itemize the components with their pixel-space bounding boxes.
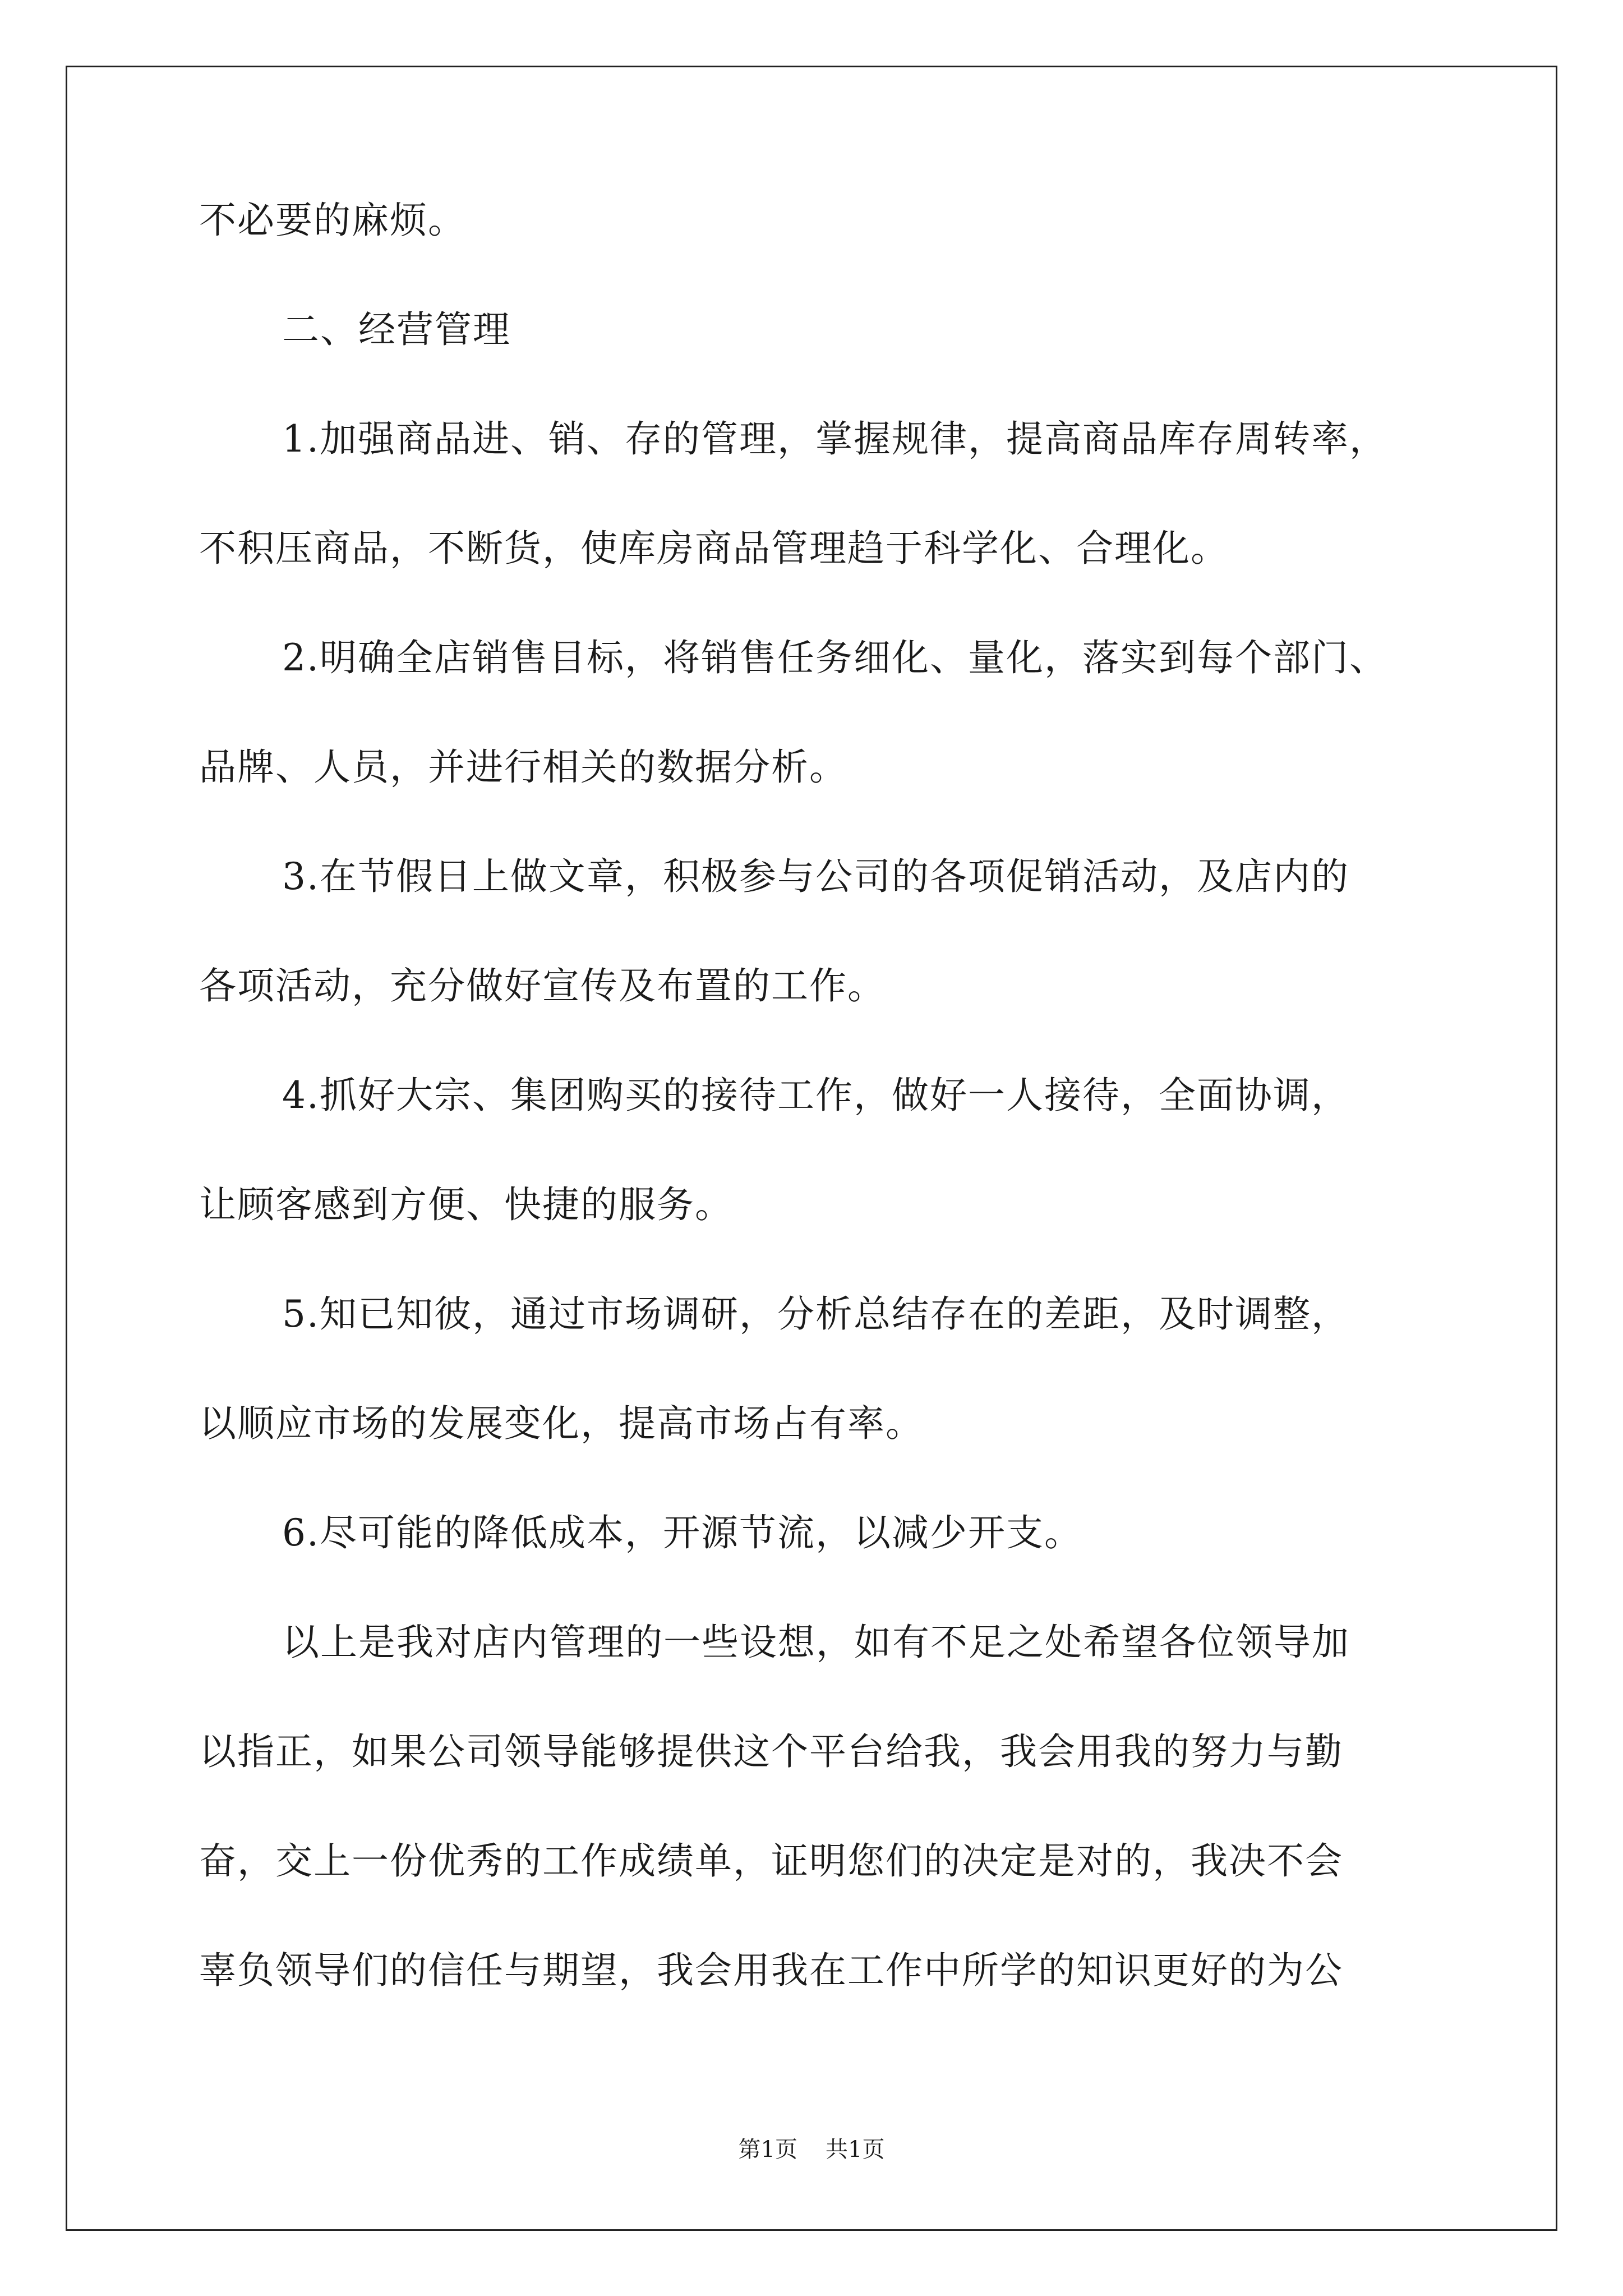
text-line: 不积压商品，不断货，使库房商品管理趋于科学化、合理化。 [199, 527, 1229, 570]
text-line: 不必要的麻烦。 [199, 199, 466, 242]
section-heading: 二、经营管理 [282, 308, 511, 351]
text-line: 各项活动，充分做好宣传及布置的工作。 [199, 964, 886, 1007]
text-line: 以指正，如果公司领导能够提供这个平台给我，我会用我的努力与勤 [199, 1730, 1343, 1773]
text-line: 6.尽可能的降低成本，开源节流，以减少开支。 [282, 1511, 1082, 1554]
document-body [199, 199, 1455, 2062]
text-line: 5.知已知彼，通过市场调研，分析总结存在的差距，及时调整， [282, 1292, 1349, 1336]
page-footer [0, 2137, 1623, 2162]
text-line: 辜负领导们的信任与期望，我会用我在工作中所学的知识更好的为公 [199, 1949, 1343, 1992]
page-total: 共1页 [826, 2137, 885, 2162]
text-line: 以顺应市场的发展变化，提高市场占有率。 [199, 1402, 924, 1445]
text-line: 3.在节假日上做文章，积极参与公司的各项促销活动，及店内的 [282, 855, 1349, 898]
page-number: 第1页 [738, 2137, 797, 2162]
text-line: 4.抓好大宗、集团购买的接待工作，做好一人接待，全面协调， [282, 1074, 1349, 1117]
text-line: 奋，交上一份优秀的工作成绩单，证明您们的决定是对的，我决不会 [199, 1839, 1343, 1883]
text-line: 以上是我对店内管理的一些设想，如有不足之处希望各位领导加 [282, 1621, 1350, 1664]
text-line: 2.明确全店销售目标，将销售任务细化、量化，落实到每个部门、 [282, 636, 1387, 679]
text-line: 品牌、人员，并进行相关的数据分析。 [199, 746, 847, 789]
text-line: 1.加强商品进、销、存的管理，掌握规律，提高商品库存周转率， [282, 417, 1387, 461]
text-line: 让顾客感到方便、快捷的服务。 [199, 1183, 733, 1226]
